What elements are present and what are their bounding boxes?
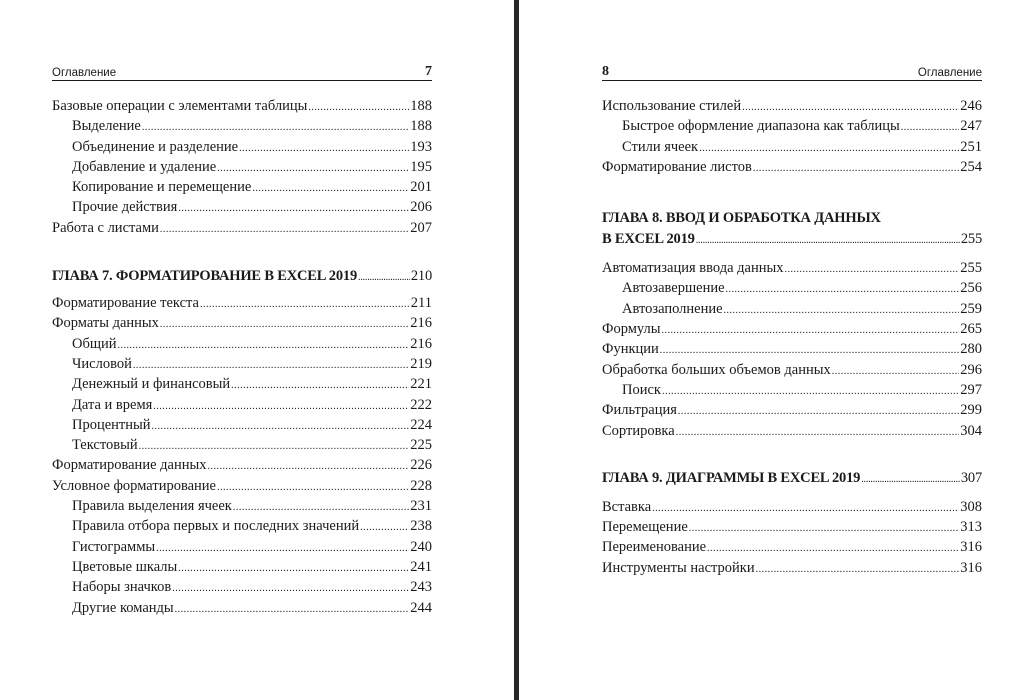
toc-entry-page-number: 247 xyxy=(960,118,982,135)
dot-leader xyxy=(742,98,959,118)
toc-entry-title: Условное форматирование xyxy=(52,477,216,494)
toc-entry-title: Сортировка xyxy=(602,422,675,439)
dot-leader xyxy=(153,397,409,417)
toc-group xyxy=(602,497,982,578)
toc-entry-page-number: 244 xyxy=(410,599,432,616)
toc-entry[interactable] xyxy=(602,319,982,339)
toc-entry-title: Гистограммы xyxy=(72,538,156,555)
toc-entry-page-number: 211 xyxy=(410,295,432,312)
toc-entry-page-number: 195 xyxy=(410,158,432,175)
toc-entry-page-number: 231 xyxy=(410,498,432,515)
toc-entry[interactable] xyxy=(52,537,432,557)
toc-entry-title: Функции xyxy=(602,341,659,358)
dot-leader xyxy=(358,267,410,288)
toc-entry-page-number: 254 xyxy=(960,158,982,175)
toc-entry-title: Прочие действия xyxy=(72,199,178,216)
toc-entry[interactable] xyxy=(52,374,432,394)
toc-entry[interactable] xyxy=(52,313,432,333)
toc-entry-page-number: 241 xyxy=(410,558,432,575)
dot-leader xyxy=(252,179,409,199)
toc-entry[interactable] xyxy=(52,293,432,313)
chapter-heading[interactable] xyxy=(52,266,432,287)
toc-entry-page-number: 225 xyxy=(410,437,432,454)
toc-entry-page-number: 226 xyxy=(410,457,432,474)
dot-leader xyxy=(726,280,960,300)
toc-entry-title: Правила отбора первых и последних значений xyxy=(72,518,360,535)
page-number: 8 xyxy=(602,64,609,79)
dot-leader xyxy=(689,519,959,539)
dot-leader xyxy=(360,518,409,538)
toc-entry-title: Быстрое оформление диапазона как таблицы xyxy=(622,118,900,135)
toc-entry-page-number: 265 xyxy=(960,321,982,338)
toc-entry-page-number: 193 xyxy=(410,138,432,155)
dot-leader xyxy=(676,423,960,443)
toc-entry-title: Вставка xyxy=(602,498,652,515)
running-head-label: Оглавление xyxy=(52,67,117,79)
toc-entry-title: Денежный и финансовый xyxy=(72,376,231,393)
toc-group xyxy=(52,96,432,238)
toc-group xyxy=(52,293,432,618)
dot-leader xyxy=(652,499,959,519)
dot-leader xyxy=(200,295,410,315)
toc-entry-page-number: 221 xyxy=(410,376,432,393)
dot-leader xyxy=(160,315,409,335)
toc-entry-title: Автозавершение xyxy=(622,280,725,297)
toc-entry[interactable] xyxy=(52,177,432,197)
toc-entry-page-number: 308 xyxy=(960,498,982,515)
chapter-title: ГЛАВА 9. ДИАГРАММЫ В EXCEL 2019 xyxy=(602,469,861,486)
toc-entry-title: Правила выделения ячеек xyxy=(72,498,232,515)
dot-leader xyxy=(660,341,959,361)
toc-entry-page-number: 316 xyxy=(960,539,982,556)
dot-leader xyxy=(662,321,960,341)
toc-entry-title: Объединение и разделение xyxy=(72,138,239,155)
toc-entry[interactable] xyxy=(52,557,432,577)
toc-entry-title: Базовые операции с элементами таблицы xyxy=(52,98,308,114)
dot-leader xyxy=(756,560,960,580)
left-page xyxy=(52,0,432,700)
toc-entry-title: Работа с листами xyxy=(52,219,159,236)
dot-leader xyxy=(156,539,409,559)
toc-entry-page-number: 240 xyxy=(410,538,432,555)
running-head xyxy=(602,64,982,81)
page-number: 7 xyxy=(425,64,432,79)
toc-entry[interactable] xyxy=(602,537,982,557)
toc-entry[interactable] xyxy=(602,380,982,400)
toc-entry-title: Переименование xyxy=(602,539,707,556)
toc-entry[interactable] xyxy=(52,334,432,354)
toc-entry-page-number: 238 xyxy=(410,518,432,535)
toc-entry-page-number: 259 xyxy=(960,300,982,317)
toc-entry-title: Форматы данных xyxy=(52,315,159,332)
dot-leader xyxy=(178,199,409,219)
dot-leader xyxy=(207,457,409,477)
toc-entry-page-number: 296 xyxy=(960,361,982,378)
toc-entry-page-number: 224 xyxy=(410,416,432,433)
toc-entry[interactable] xyxy=(52,435,432,455)
toc-entry[interactable] xyxy=(602,497,982,517)
dot-leader xyxy=(118,336,410,356)
dot-leader xyxy=(233,498,409,518)
toc-entry[interactable] xyxy=(602,258,982,278)
toc-entry-page-number: 188 xyxy=(410,98,432,114)
toc-group xyxy=(602,258,982,441)
toc-entry[interactable] xyxy=(52,137,432,157)
toc-entry[interactable] xyxy=(602,400,982,420)
toc-entry-page-number: 256 xyxy=(960,280,982,297)
toc-entry-title: Поиск xyxy=(622,381,661,398)
dot-leader xyxy=(142,118,409,138)
toc-entry[interactable] xyxy=(602,157,982,177)
toc-entry-page-number: 297 xyxy=(960,381,982,398)
toc-entry[interactable] xyxy=(52,395,432,415)
toc-entry-page-number: 251 xyxy=(960,138,982,155)
toc-entry-title: Фильтрация xyxy=(602,402,677,419)
dot-leader xyxy=(217,478,409,498)
toc-entry-title: Дата и время xyxy=(72,396,153,413)
toc-entry-title: Форматирование листов xyxy=(602,158,752,175)
chapter-title: ГЛАВА 7. ФОРМАТИРОВАНИЕ В EXCEL 2019 xyxy=(52,268,358,285)
toc-entry-title: Общий xyxy=(72,335,117,352)
dot-leader xyxy=(175,600,410,620)
toc-entry-page-number: 243 xyxy=(410,579,432,596)
toc-entry-page-number: 228 xyxy=(410,477,432,494)
toc-entry-title: Перемещение xyxy=(602,519,688,536)
dot-leader xyxy=(231,376,409,396)
chapter-heading[interactable] xyxy=(602,468,982,489)
right-page xyxy=(602,0,982,700)
dot-leader xyxy=(139,437,410,457)
toc-entry-page-number: 222 xyxy=(410,396,432,413)
toc-entry-title: Добавление и удаление xyxy=(72,158,217,175)
dot-leader xyxy=(160,220,409,240)
dot-leader xyxy=(178,559,409,579)
toc-entry-title: Другие команды xyxy=(72,599,174,616)
toc-entry-page-number: 316 xyxy=(960,559,982,576)
dot-leader xyxy=(308,98,409,118)
toc-entry-title: Наборы значков xyxy=(72,579,172,596)
toc-entry-title: Копирование и перемещение xyxy=(72,179,252,196)
toc-entry-page-number: 216 xyxy=(410,315,432,332)
toc-entry-page-number: 313 xyxy=(960,519,982,536)
dot-leader xyxy=(861,469,960,490)
dot-leader xyxy=(699,139,959,159)
toc-entry[interactable] xyxy=(602,96,982,116)
running-head xyxy=(52,64,432,81)
dot-leader xyxy=(696,230,960,251)
chapter-title-line2: В EXCEL 2019 xyxy=(602,231,695,248)
toc-entry[interactable] xyxy=(602,558,982,578)
dot-leader xyxy=(832,362,960,382)
book-spine xyxy=(514,0,519,700)
dot-leader xyxy=(133,356,409,376)
toc-entry-title: Автоматизация ввода данных xyxy=(602,260,784,277)
toc-entry[interactable] xyxy=(52,197,432,217)
chapter-page-number: 210 xyxy=(410,268,432,285)
toc-entry-page-number: 280 xyxy=(960,341,982,358)
toc-entry-title: Стили ячеек xyxy=(622,138,699,155)
toc-entry-title: Числовой xyxy=(72,355,132,372)
toc-entry[interactable] xyxy=(602,278,982,298)
toc-group xyxy=(602,96,982,177)
toc-entry-page-number: 255 xyxy=(960,260,982,277)
toc-entry[interactable] xyxy=(52,496,432,516)
toc-entry[interactable] xyxy=(602,360,982,380)
chapter-page-number: 255 xyxy=(960,231,982,248)
toc-entry-page-number: 246 xyxy=(960,98,982,114)
dot-leader xyxy=(662,382,959,402)
table-of-contents xyxy=(602,96,982,578)
dot-leader xyxy=(217,159,409,179)
toc-entry[interactable] xyxy=(602,517,982,537)
toc-entry-page-number: 304 xyxy=(960,422,982,439)
toc-entry-title: Использование стилей xyxy=(602,98,742,114)
toc-entry[interactable] xyxy=(52,577,432,597)
toc-entry-title: Процентный xyxy=(72,416,151,433)
toc-entry-page-number: 216 xyxy=(410,335,432,352)
dot-leader xyxy=(678,402,959,422)
toc-entry[interactable] xyxy=(52,116,432,136)
toc-entry-title: Инструменты настройки xyxy=(602,559,755,576)
chapter-title-line1: ГЛАВА 8. ВВОД И ОБРАБОТКА ДАННЫХ xyxy=(602,210,881,227)
running-head-label: Оглавление xyxy=(917,67,982,79)
toc-entry[interactable] xyxy=(52,516,432,536)
toc-entry[interactable] xyxy=(602,339,982,359)
toc-entry[interactable] xyxy=(52,598,432,618)
toc-entry-page-number: 219 xyxy=(410,355,432,372)
toc-entry-title: Выделение xyxy=(72,118,141,135)
dot-leader xyxy=(724,301,960,321)
toc-entry[interactable] xyxy=(602,137,982,157)
toc-entry[interactable] xyxy=(602,421,982,441)
toc-entry[interactable] xyxy=(52,157,432,177)
dot-leader xyxy=(172,579,409,599)
dot-leader xyxy=(784,260,959,280)
toc-entry[interactable] xyxy=(52,476,432,496)
dot-leader xyxy=(239,139,409,159)
toc-entry-title: Текстовый xyxy=(72,437,138,454)
toc-entry-title: Форматирование данных xyxy=(52,457,207,474)
toc-entry[interactable] xyxy=(52,455,432,475)
chapter-page-number: 307 xyxy=(960,469,982,486)
dot-leader xyxy=(707,539,959,559)
toc-entry[interactable] xyxy=(52,218,432,238)
toc-entry-page-number: 207 xyxy=(410,219,432,236)
toc-entry[interactable] xyxy=(602,299,982,319)
toc-entry[interactable] xyxy=(52,415,432,435)
toc-entry[interactable] xyxy=(52,96,432,116)
toc-entry-page-number: 188 xyxy=(410,118,432,135)
toc-entry-title: Цветовые шкалы xyxy=(72,558,178,575)
dot-leader xyxy=(152,417,410,437)
toc-entry-page-number: 201 xyxy=(410,179,432,196)
toc-entry-page-number: 206 xyxy=(410,199,432,216)
toc-entry-page-number: 299 xyxy=(960,402,982,419)
toc-entry-title: Обработка больших объемов данных xyxy=(602,361,831,378)
dot-leader xyxy=(753,159,959,179)
dot-leader xyxy=(901,118,959,138)
toc-entry-title: Формулы xyxy=(602,321,661,338)
toc-entry-title: Автозаполнение xyxy=(622,300,723,317)
table-of-contents xyxy=(52,96,432,618)
toc-entry-title: Форматирование текста xyxy=(52,295,199,312)
toc-entry[interactable] xyxy=(602,116,982,136)
chapter-heading[interactable] xyxy=(602,208,982,250)
toc-entry[interactable] xyxy=(52,354,432,374)
